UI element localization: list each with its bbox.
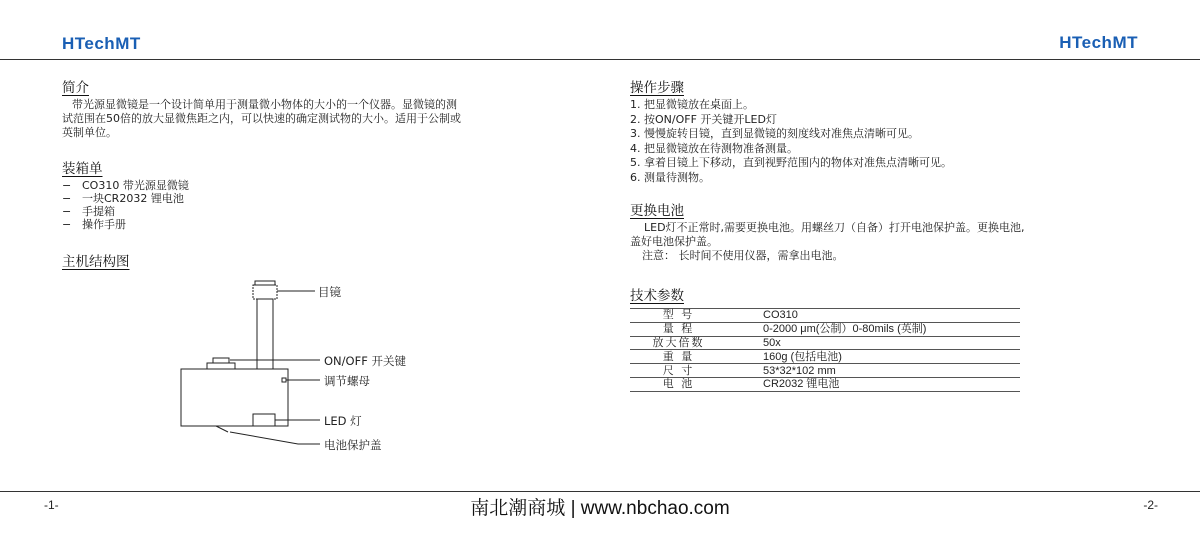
- brand-logo-left: HTechMT: [62, 34, 141, 53]
- battery-line: LED灯不正常时,需要更换电池。用螺丝刀（自备）打开电池保护盖。更换电池,: [644, 221, 1025, 234]
- intro-title: 简介: [62, 80, 89, 96]
- intro-line: 英制单位。: [62, 126, 117, 139]
- adjust-nut-marker: [282, 378, 286, 382]
- battery-title: 更换电池: [630, 203, 684, 219]
- step-item: 6. 测量待测物。: [630, 170, 710, 184]
- power-button-top: [213, 358, 229, 363]
- intro-line: 试范围在50倍的放大显微焦距之内，可以快速的确定测试物的大小。适用于公制或: [62, 112, 461, 125]
- battery-note: 注意： 长时间不使用仪器，需拿出电池。: [642, 249, 844, 262]
- step-item: 5. 拿着目镜上下移动，直到视野范围内的物体对准焦点清晰可见。: [630, 156, 952, 169]
- specs-table: [630, 308, 1020, 392]
- site-watermark: 南北潮商城 | www.nbchao.com: [470, 498, 730, 519]
- intro-line: 带光源显微镜是一个设计简单用于测量微小物体的大小的一个仪器。显微镜的测: [72, 98, 457, 111]
- table-row: 电 池 CR2032 锂电池: [630, 377, 1020, 391]
- power-button: [207, 363, 235, 369]
- brand-logo-right: HTechMT: [1059, 33, 1138, 52]
- step-item: 1. 把显微镜放在桌面上。: [630, 98, 754, 111]
- label-power: ON/OFF 开关键: [324, 354, 406, 368]
- structure-title: 主机结构图: [62, 254, 130, 270]
- microscope-body: [181, 369, 288, 426]
- base-edge: [216, 426, 228, 432]
- led-window: [253, 414, 275, 426]
- table-row: 放大倍数 50x: [630, 336, 1020, 350]
- steps-list: [630, 98, 952, 185]
- leader-battery-cover: [230, 432, 320, 444]
- battery-line: 盖好电池保护盖。: [630, 235, 718, 248]
- microscope-tube: [257, 299, 273, 369]
- battery-text: [630, 221, 1025, 263]
- label-led: LED 灯: [324, 414, 362, 428]
- step-item: 3. 慢慢旋转目镜，直到显微镜的刻度线对准焦点清晰可见。: [630, 127, 919, 140]
- step-item: 2. 按ON/OFF 开关键开LED灯: [630, 112, 777, 126]
- eyepiece-knurl: [253, 285, 277, 299]
- packing-item: − 一块CR2032 锂电池: [62, 192, 184, 205]
- label-eyepiece: 目镜: [318, 285, 341, 299]
- page-number-right: -2-: [1143, 498, 1158, 512]
- table-row: 重 量 160g (包括电池): [630, 350, 1020, 364]
- packing-title: 装箱单: [62, 161, 103, 177]
- table-row: 量 程 0-2000 μm(公制）0-80mils (英制): [630, 322, 1020, 336]
- packing-item: − 操作手册: [62, 218, 126, 231]
- table-row: 尺 寸 53*32*102 mm: [630, 364, 1020, 378]
- steps-title: 操作步骤: [630, 80, 684, 96]
- label-nut: 调节螺母: [324, 374, 370, 388]
- step-item: 4. 把显微镜放在待测物准备测量。: [630, 141, 798, 155]
- specs-title: 技术参数: [630, 288, 684, 304]
- table-row: 型 号 CO310: [630, 309, 1020, 323]
- footer-divider: [0, 491, 1200, 492]
- packing-item: − 手提箱: [62, 205, 115, 218]
- eyepiece-cap: [255, 281, 275, 285]
- label-battery-cover: 电池保护盖: [324, 438, 382, 452]
- packing-item: − CO310 带光源显微镜: [62, 179, 189, 192]
- page-number-left: -1-: [44, 498, 59, 512]
